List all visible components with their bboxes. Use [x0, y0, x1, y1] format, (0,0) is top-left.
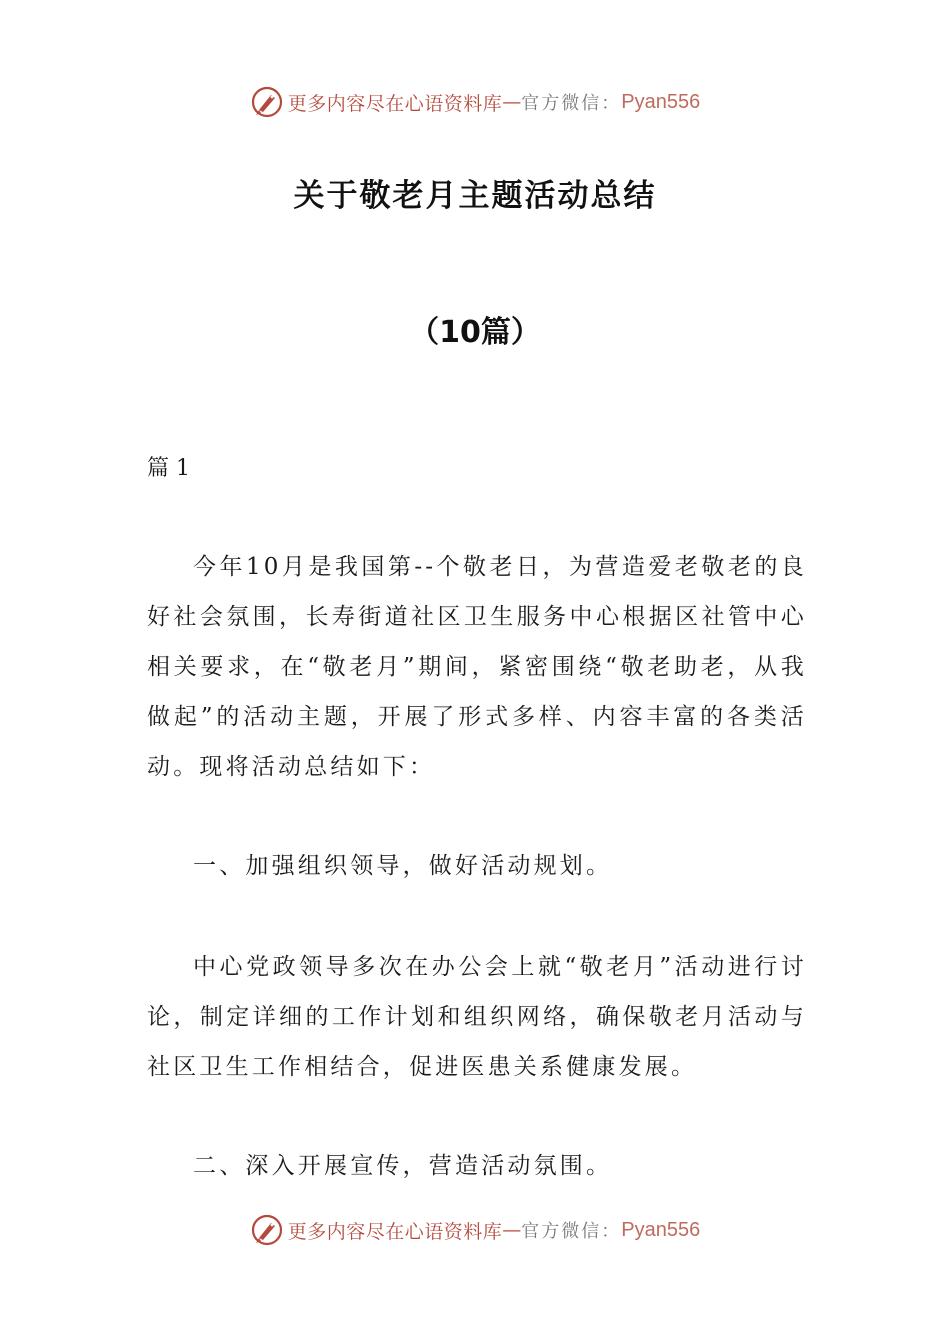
header-watermark-banner	[0, 82, 950, 122]
section-heading-1: 一、加强组织领导，做好活动规划。	[193, 853, 613, 879]
watermark-official-label: 官方微信：	[521, 1221, 622, 1242]
watermark-separator: —	[502, 91, 522, 113]
pen-nib-circle-icon	[250, 1213, 284, 1247]
watermark-wechat-id: Pyan556	[621, 90, 701, 113]
watermark-wechat-id: Pyan556	[621, 1218, 701, 1241]
paragraph-section-1: 中心党政领导多次在办公会上就“敬老月”活动进行讨论，制定详细的工作计划和组织网络，确保敬老月活动与社区卫生工作相结合，促进医患关系健康发展。	[147, 954, 807, 1080]
paragraph-intro: 今年10月是我国第--个敬老日，为营造爱老敬老的良好社会氛围，长寿街道社区卫生服务中心根据区社管中心相关要求，在“敬老月”期间，紧密围绕“敬老助老，从我做起”的活动主题，开展了形式多样、内容丰富的各类活动。现将活动总结如下：	[147, 554, 807, 780]
watermark-separator: —	[502, 1219, 522, 1241]
section-heading-2: 二、深入开展宣传，营造活动氛围。	[193, 1153, 613, 1179]
watermark-official-label: 官方微信：	[521, 93, 622, 114]
footer-watermark-banner	[0, 1210, 950, 1250]
watermark-main-text: 更多内容尽在心语资料库	[287, 92, 503, 115]
document-subtitle: （10篇）	[409, 315, 541, 350]
watermark-main-text: 更多内容尽在心语资料库	[287, 1220, 503, 1243]
chapter-label: 篇 1	[147, 456, 190, 481]
document-title: 关于敬老月主题活动总结	[293, 178, 657, 214]
pen-nib-circle-icon	[250, 85, 284, 119]
